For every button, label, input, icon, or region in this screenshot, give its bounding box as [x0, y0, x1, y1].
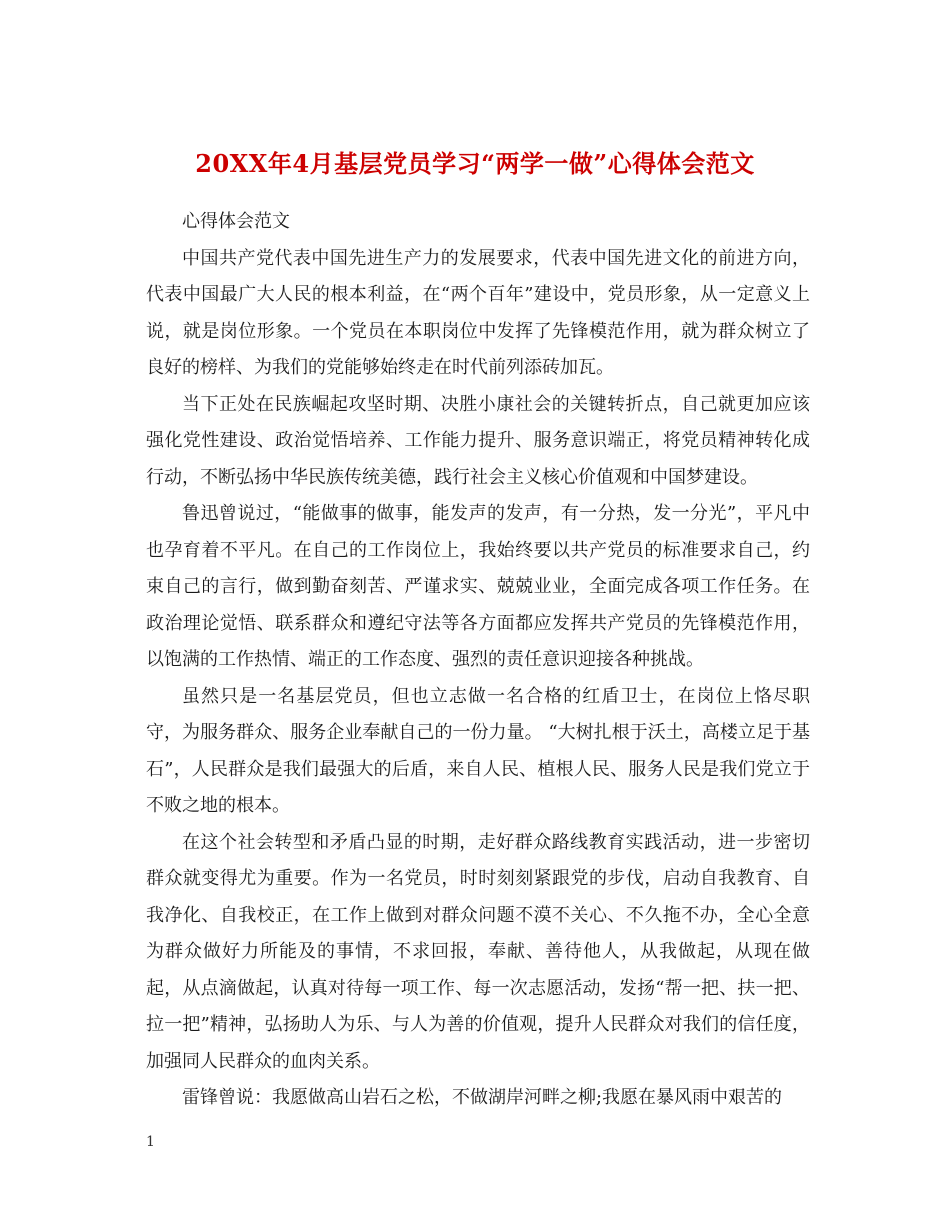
paragraph: 中国共产党代表中国先进生产力的发展要求，代表中国先进文化的前进方向，代表中国最广大人民的根本利益，在“两个百年”建设中，党员形象，从一定意义上说，就是岗位形象。一个党员在本职岗位中发挥了先锋模范作用，就为群众树立了良好的榜样、为我们的党能够始终走在时代前列添砖加瓦。: [146, 247, 810, 378]
paragraph: 在这个社会转型和矛盾凸显的时期，走好群众路线教育实践活动，进一步密切群众就变得尤为重要。作为一名党员，时时刻刻紧跟党的步伐，启动自我教育、自我净化、自我校正，在工作上做到对群众问题不漠不关心、不久拖不办，全心全意为群众做好力所能及的事情，不求回报，奉献、善待他人，从我做起，从现在做起，从点滴做起，认真对待每一项工作、每一次志愿活动，发扬“帮一把、扶一把、拉一把”精神，弘扬助人为乐、与人为善的价值观，提升人民群众对我们的信任度，加强同人民群众的血肉关系。: [146, 831, 810, 1072]
paragraph: 当下正处在民族崛起攻坚时期、决胜小康社会的关键转折点，自己就更加应该强化党性建设、政治觉悟培养、工作能力提升、服务意识端正，将党员精神转化成行动，不断弘扬中华民族传统美德，践行社会主义核心价值观和中国梦建设。: [146, 393, 810, 488]
paragraph: 雷锋曾说：我愿做高山岩石之松，不做湖岸河畔之柳;我愿在暴风雨中艰苦的: [182, 1087, 783, 1108]
paragraph-subtitle: 心得体会范文: [182, 211, 290, 232]
document-title: 20XX年4月基层党员学习“两学一做”心得体会范文: [195, 149, 755, 179]
paragraph: 鲁迅曾说过，“能做事的做事，能发声的发声，有一分热，发一分光”，平凡中也孕育着不平凡。在自己的工作岗位上，我始终要以共产党员的标准要求自己，约束自己的言行，做到勤奋刻苦、严谨求实、兢兢业业，全面完成各项工作任务。在政治理论觉悟、联系群众和遵纪守法等各方面都应发挥共产党员的先锋模范作用，以饱满的工作热情、端正的工作态度、强烈的责任意识迎接各种挑战。: [146, 503, 810, 670]
document-body: [146, 204, 810, 1117]
paragraph: 虽然只是一名基层党员，但也立志做一名合格的红盾卫士，在岗位上恪尽职守，为服务群众、服务企业奉献自己的一份力量。 “大树扎根于沃土，高楼立足于基石”，人民群众是我们最强大的后盾，来自人民、植根人民、服务人民是我们党立于不败之地的根本。: [146, 685, 810, 816]
page-number: 1: [146, 1134, 155, 1150]
